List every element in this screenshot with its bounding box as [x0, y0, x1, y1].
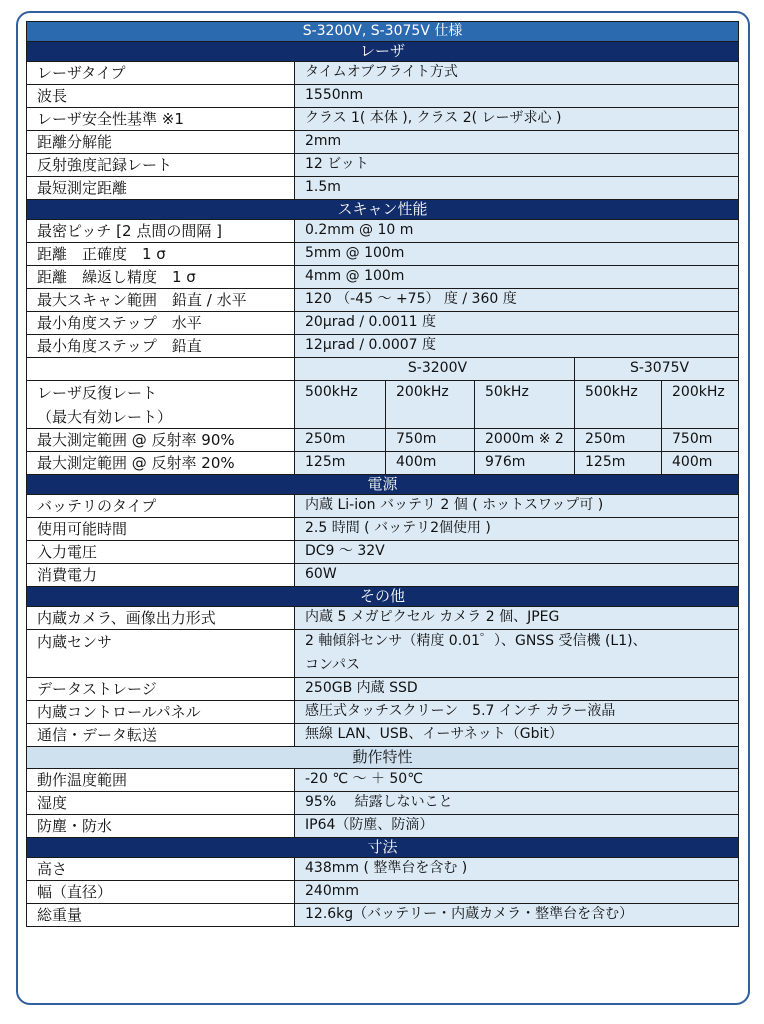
- row-value: 内蔵 5 メガピクセル カメラ 2 個、JPEG: [295, 607, 739, 630]
- table-row: [27, 630, 739, 678]
- row-value: 12μrad / 0.0007 度: [295, 335, 739, 358]
- row-label: 最大スキャン範囲 鉛直 / 水平: [27, 289, 295, 312]
- row-label: 最短測定距離: [27, 177, 295, 200]
- row-value: 60W: [295, 564, 739, 587]
- row-label: 通信・データ転送: [27, 724, 295, 747]
- table-row: [27, 792, 739, 815]
- rep-rate-sublabel: （最大有効レート）: [37, 407, 173, 426]
- model-header-s3200v: S-3200V: [295, 358, 575, 381]
- row-label: 最小角度ステップ 水平: [27, 312, 295, 335]
- cell-value: 400m: [386, 452, 475, 475]
- row-label: 防塵・防水: [27, 815, 295, 838]
- table-row: [27, 815, 739, 838]
- row-value: 12.6kg（バッテリー・内蔵カメラ・整準台を含む）: [295, 904, 739, 927]
- cell-value: 250m: [295, 429, 386, 452]
- row-label: 距離 正確度 1 σ: [27, 243, 295, 266]
- row-label: 距離分解能: [27, 131, 295, 154]
- model-header-row: [27, 358, 739, 381]
- cell-value: 750m: [662, 429, 739, 452]
- row-label: 使用可能時間: [27, 518, 295, 541]
- cell-value: 2000m ※ 2: [475, 429, 575, 452]
- row-value: 4mm @ 100m: [295, 266, 739, 289]
- row-value: 内蔵 Li-ion バッテリ 2 個 ( ホットスワップ可 ): [295, 495, 739, 518]
- row-label: 消費電力: [27, 564, 295, 587]
- row-value: 12 ビット: [295, 154, 739, 177]
- row-value: DC9 ～ 32V: [295, 541, 739, 564]
- section-header-operation: 動作特性: [27, 747, 739, 769]
- model-header-s3075v: S-3075V: [575, 358, 739, 381]
- row-label: データストレージ: [27, 678, 295, 701]
- row-label: 最大測定範囲 @ 反射率 90%: [27, 429, 295, 452]
- row-value: 無線 LAN、USB、イーサネット（Gbit）: [295, 724, 739, 747]
- row-label: 距離 繰返し精度 1 σ: [27, 266, 295, 289]
- row-label: 波長: [27, 85, 295, 108]
- model-header-blank: [27, 358, 295, 381]
- section-header-laser: レーザ: [27, 42, 739, 62]
- row-label: 最密ピッチ [2 点間の間隔 ]: [27, 220, 295, 243]
- row-value: 120 （-45 ～ +75） 度 / 360 度: [295, 289, 739, 312]
- table-row: [27, 85, 739, 108]
- row-value: タイムオブフライト方式: [295, 62, 739, 85]
- row-label: [27, 381, 295, 429]
- row-value: 感圧式タッチスクリーン 5.7 インチ カラー液晶: [295, 701, 739, 724]
- cell-value: 200kHz: [386, 381, 475, 429]
- spec-table: [26, 21, 739, 927]
- cell-value: 750m: [386, 429, 475, 452]
- row-label: 最小角度ステップ 鉛直: [27, 335, 295, 358]
- table-row: [27, 518, 739, 541]
- cell-value: 125m: [575, 452, 662, 475]
- cell-value: 250m: [575, 429, 662, 452]
- table-row: [27, 769, 739, 792]
- table-row: [27, 678, 739, 701]
- table-row: [27, 724, 739, 747]
- row-value: 2.5 時間 ( バッテリ2個使用 ): [295, 518, 739, 541]
- row-value: IP64（防塵、防滴）: [295, 815, 739, 838]
- table-row: [27, 312, 739, 335]
- table-row: [27, 335, 739, 358]
- row-value: [295, 630, 739, 678]
- table-row: [27, 495, 739, 518]
- row-label: 内蔵センサ: [27, 630, 295, 678]
- row-label: 内蔵カメラ、画像出力形式: [27, 607, 295, 630]
- cell-value: 500kHz: [575, 381, 662, 429]
- row-label: 湿度: [27, 792, 295, 815]
- row-value: 0.2mm @ 10 m: [295, 220, 739, 243]
- section-header-scan: スキャン性能: [27, 200, 739, 220]
- row-label: レーザタイプ: [27, 62, 295, 85]
- table-row: [27, 607, 739, 630]
- row-value: クラス 1( 本体 ), クラス 2( レーザ求心 ): [295, 108, 739, 131]
- row-label: バッテリのタイプ: [27, 495, 295, 518]
- table-row: [27, 381, 739, 429]
- rep-rate-label: レーザ反復レート: [37, 384, 158, 402]
- table-row: [27, 564, 739, 587]
- table-row: [27, 62, 739, 85]
- table-row: [27, 177, 739, 200]
- section-header-dimensions: 寸法: [27, 838, 739, 858]
- row-value: 2mm: [295, 131, 739, 154]
- row-label: 総重量: [27, 904, 295, 927]
- spec-title: S-3200V, S-3075V 仕様: [27, 22, 739, 42]
- row-label: 反射強度記録レート: [27, 154, 295, 177]
- row-label: 高さ: [27, 858, 295, 881]
- row-label: レーザ安全性基準 ※1: [27, 108, 295, 131]
- cell-value: 125m: [295, 452, 386, 475]
- row-value: 95% 結露しないこと: [295, 792, 739, 815]
- row-value: -20 ℃ ～ ＋ 50℃: [295, 769, 739, 792]
- table-row: [27, 154, 739, 177]
- row-label: 動作温度範囲: [27, 769, 295, 792]
- row-value: 20μrad / 0.0011 度: [295, 312, 739, 335]
- row-label: 幅（直径）: [27, 881, 295, 904]
- table-row: [27, 108, 739, 131]
- sensor-line-1: 2 軸傾斜センサ（精度 0.01゜）、GNSS 受信機 (L1)、: [305, 633, 647, 649]
- cell-value: 400m: [662, 452, 739, 475]
- row-value: 250GB 内蔵 SSD: [295, 678, 739, 701]
- row-label: 内蔵コントロールパネル: [27, 701, 295, 724]
- row-value: 1.5m: [295, 177, 739, 200]
- table-row: [27, 858, 739, 881]
- table-row: [27, 289, 739, 312]
- table-row: [27, 243, 739, 266]
- section-header-other: その他: [27, 587, 739, 607]
- row-label: 最大測定範囲 @ 反射率 20%: [27, 452, 295, 475]
- row-value: 1550nm: [295, 85, 739, 108]
- row-label: 入力電圧: [27, 541, 295, 564]
- table-row: [27, 881, 739, 904]
- cell-value: 976m: [475, 452, 575, 475]
- cell-value: 200kHz: [662, 381, 739, 429]
- table-row: [27, 541, 739, 564]
- sensor-line-2: コンパス: [305, 656, 361, 673]
- table-row: [27, 452, 739, 475]
- table-row: [27, 904, 739, 927]
- cell-value: 500kHz: [295, 381, 386, 429]
- row-value: 240mm: [295, 881, 739, 904]
- cell-value: 50kHz: [475, 381, 575, 429]
- table-row: [27, 701, 739, 724]
- table-row: [27, 131, 739, 154]
- row-value: 438mm ( 整準台を含む ): [295, 858, 739, 881]
- table-row: [27, 429, 739, 452]
- row-value: 5mm @ 100m: [295, 243, 739, 266]
- table-row: [27, 266, 739, 289]
- table-row: [27, 220, 739, 243]
- section-header-power: 電源: [27, 475, 739, 495]
